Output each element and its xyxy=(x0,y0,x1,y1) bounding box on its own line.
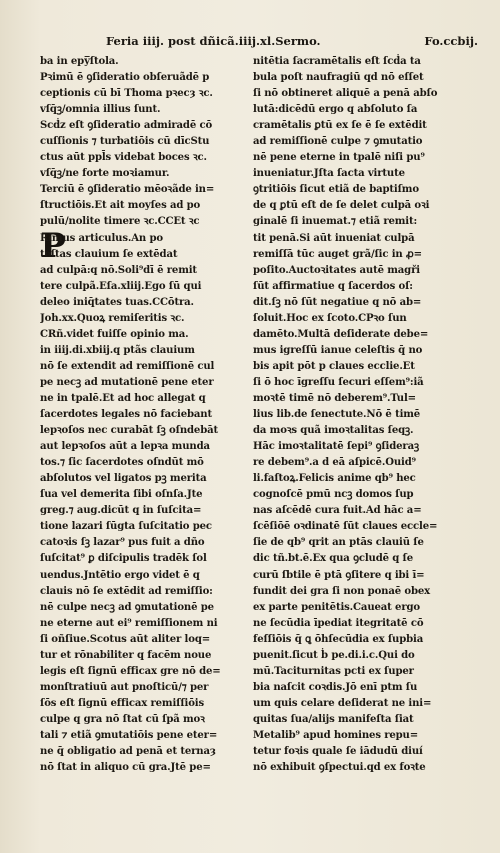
text-line: pe necꝫ ad mutationē pene eter xyxy=(40,376,214,388)
text-line: vſq̄ꝫ/omnia illius ſunt. xyxy=(40,104,161,116)
text-line: cognoſcē pmū ncꝫ domos ſup xyxy=(253,489,414,501)
text-line: tione lazari ſūgta ſuſcitatio pec xyxy=(40,521,212,533)
text-line: tos.⁊ ſic ſacerdotes oſndūt mō xyxy=(40,457,204,469)
text-line: monſtratiuū aut pnoſticū/⁊ per xyxy=(40,681,209,693)
text-line: feſſiōis q̄ ꝗ ōhſecūdia ex ſupbia xyxy=(253,633,424,645)
text-line: nē culpe necꝫ ad ꝯmutationē pe xyxy=(40,601,214,613)
text-line: ꝯtritiōis ſicut etiã de baptiſmo xyxy=(253,184,419,196)
text-line: Joh.xx.Quoꝝ remiſeritis ꝛc. xyxy=(40,312,185,324)
text-line: dit.ſꝫ nō ſūt negatiue q nō ab= xyxy=(253,296,422,308)
text-line: ex parte penitētis.Caueat ergo xyxy=(253,601,420,613)
text-line: ſacerdotes legales nō faciebant xyxy=(40,409,212,421)
text-line: damēto.Multā deſiderate debe= xyxy=(253,328,429,340)
text-line: ne in tpalē.Et ad hoc allegat q xyxy=(40,392,206,404)
text-line: nō exhibuit ꝯſpectui.qd ex foꝛte xyxy=(253,762,426,774)
text-line: mus igreſſū ianue celeſtis q̄ no xyxy=(253,344,423,356)
text-line: ſua vel demerita ſibi oſnſa.Jte xyxy=(40,489,203,501)
page-header xyxy=(38,34,478,52)
running-title: Feria iiij. post dñicã.iiij.xl.Sermo. xyxy=(106,34,321,48)
left-text-column xyxy=(40,54,247,776)
text-line: ba in epy̅ſtola. xyxy=(40,56,119,67)
text-line: Pꝛimū ē ꝯſideratio obſeruãdē p xyxy=(40,72,210,84)
text-line: ſi oñſiue.Scotus aūt aliter loq= xyxy=(40,633,211,645)
text-line: uendus.Jntētio ergo videt ē q xyxy=(40,569,200,581)
text-line: ne q̄ obligatio ad penā et ternaȝ xyxy=(40,746,216,758)
text-line: culpe q gra nō ſtat cū ſpã moꝛ xyxy=(40,713,205,725)
text-line: pulū/nolite timere ꝛc.CCEt ꝛc xyxy=(40,216,200,228)
right-text-column xyxy=(253,54,460,776)
text-line: greg.⁊ aug.dicūt q in ſuſcita= xyxy=(40,505,202,517)
text-line: ctus aūt ppl̄s videbat boces ꝛc. xyxy=(40,152,207,164)
text-line: aut lepꝛoſos aūt a lepꝛa munda xyxy=(40,441,210,453)
text-line: cramētalis ꝑtū ex ſe ē ſe extēdit xyxy=(253,120,427,132)
folio-number: Fo.ccbij. xyxy=(424,34,478,48)
text-line: lepꝛoſos nec curabāt ſꝫ oſndebāt xyxy=(40,425,219,437)
text-line: nas aſcēdē cura fuit.Ad hāc a= xyxy=(253,505,422,517)
text-line: lutā:dicēdū ergo q abſoluto ſa xyxy=(253,104,418,116)
text-line: Terciū ē ꝯſideratio mēoꝛãde in= xyxy=(40,184,215,196)
text-line: um quis celare deſiderat ne ini= xyxy=(253,697,432,709)
text-line: catoꝛis ſꝫ lazar⁹ pus fuit a dño xyxy=(40,537,205,549)
text-line: li.faſtoꝝ.Felicis anime qb⁹ hec xyxy=(253,473,416,485)
text-line: tit penā.Si aūt inueniat culpā xyxy=(253,232,415,244)
text-line: fundit dei gra ſi non ponaē obex xyxy=(253,585,430,597)
text-line: quitas ſua/alijs manifeſta ſiat xyxy=(253,713,414,725)
text-line: ſi nō obtineret aliquē a penā abſo xyxy=(253,88,438,100)
text-line: da moꝛs quã imoꝛtalitas ſeqꝫ. xyxy=(253,425,414,437)
text-line: ſuſcitat⁹ ꝑ diſcipulis tradēk ſol xyxy=(40,553,207,565)
text-line: remiſſā tūc auget grã/ſic in ꝓ= xyxy=(253,248,422,260)
drop-cap-initial: P xyxy=(40,226,66,266)
text-line: lius lib.de ſenectute.Nō ē timē xyxy=(253,409,421,421)
text-line: Rimus articulus.An po xyxy=(40,232,163,244)
text-line: bia naſcit coꝛdis.Jō enī ptm ſu xyxy=(253,681,418,693)
text-line: tur et rōnabiliter q facēm noue xyxy=(40,649,212,661)
text-line: teſtas clauium ſe extēdat xyxy=(40,248,178,260)
text-line: ginalē ſi inuemat.⁊ etiã remit: xyxy=(253,216,418,228)
text-line: ſie de qb⁹ qrit an ptās clauiū ſe xyxy=(253,537,424,549)
text-line: de q ꝑtū eſt de ſe delet culpā oꝛi xyxy=(253,200,430,212)
text-line: nō ſtat in aliquo cū gra.Jtē pe= xyxy=(40,762,211,774)
text-line: clauis nō ſe extēdit ad remiſſio: xyxy=(40,585,213,597)
text-line: bula poſt naufragiū qd nō eſſet xyxy=(253,72,424,84)
text-line: deleo iniq̄tates tuas.CCōtra. xyxy=(40,296,194,308)
text-line: ad culpā:q nō.Soli⁹dī ē remit xyxy=(40,264,197,276)
text-line: ſcēſiōē oꝛdinatē ſūt claues eccle= xyxy=(253,521,438,533)
text-line: tere culpã.Eſa.xliij.Ego ſū qui xyxy=(40,280,202,292)
text-line: dic tñ.bt.ē.Ex qua ꝯcludē q ſe xyxy=(253,553,413,565)
text-line: poſito.Auctoꝛitates autē magři xyxy=(253,264,420,276)
text-line: curū ſbtile ē ptā ꝯſitere q ibi ī= xyxy=(253,569,425,581)
text-line: bis apit pōt p claues ecclie.Et xyxy=(253,360,415,372)
text-line: tetur foꝛis quale ſe iādudū diuí xyxy=(253,746,423,758)
text-line: nitētia ſacramētalis eſt ſcḋa ta xyxy=(253,56,421,67)
text-line: tali ⁊ etiã ꝯmutatiōis pene eter= xyxy=(40,729,218,741)
text-line: cuſſionis ⁊ turbatiōis cū dīcStu xyxy=(40,136,210,148)
text-line: re debem⁹.a d eā aſpicē.Ouid⁹ xyxy=(253,457,416,469)
text-line: ſi ō hoc īgreſſu ſecuri eſſem⁹:iã xyxy=(253,376,424,388)
text-line: ſūt affirmatiue q ſacerdos oſ: xyxy=(253,280,413,292)
text-line: ne ſecūdia īpediat itegritatē cō xyxy=(253,617,424,629)
text-line: abſolutos vel ligatos pꝫ merita xyxy=(40,473,207,485)
text-line: nō ſe extendit ad remiſſionē cul xyxy=(40,360,215,372)
text-line: inueniatur.Jſta ſacta virtute xyxy=(253,168,405,180)
text-line: ſoluit.Hoc ex ſcoto.CPꝛo ſun xyxy=(253,312,407,324)
text-line: ſtructiōis.Et ait moyſes ad po xyxy=(40,200,201,212)
text-line: ne eterne aut ei⁹ remiſſionem ni xyxy=(40,617,218,629)
text-line: ceptionis cū bī Thoma pꝛecȝ ꝛc. xyxy=(40,88,213,100)
text-line: legis eſt ſignū efficax gre nō de= xyxy=(40,665,221,677)
text-line: puenit.ſicut ḃ pe.di.i.c.Qui do xyxy=(253,649,415,661)
text-line: ad remiſſionē culpe ⁊ ꝯmutatio xyxy=(253,136,423,148)
text-line: mū.Taciturnitas pcti ex ſuper xyxy=(253,665,414,677)
text-line: in iiij.di.xbiij.q ptãs clauium xyxy=(40,344,195,356)
text-line: moꝛtē timē nō deberem⁹.Tul= xyxy=(253,392,416,404)
text-line: ſōs eſt ſignū efficax remiſſiōis xyxy=(40,697,205,709)
text-line: vſq̄ꝫ/ne forte moꝛiamur. xyxy=(40,168,170,180)
text-line: CRñ.videt fuiſſe opinio ma. xyxy=(40,328,189,340)
text-line: nē pene eterne in tpalē niſi pu⁹ xyxy=(253,152,425,164)
text-line: Metalib⁹ apud homines repu= xyxy=(253,729,419,741)
text-line: Hāc imoꝛtalitatē ſepi⁹ ꝯſideraꝫ xyxy=(253,441,419,453)
text-line: Scḋz eſt ꝯſideratio admiradē cō xyxy=(40,120,213,132)
